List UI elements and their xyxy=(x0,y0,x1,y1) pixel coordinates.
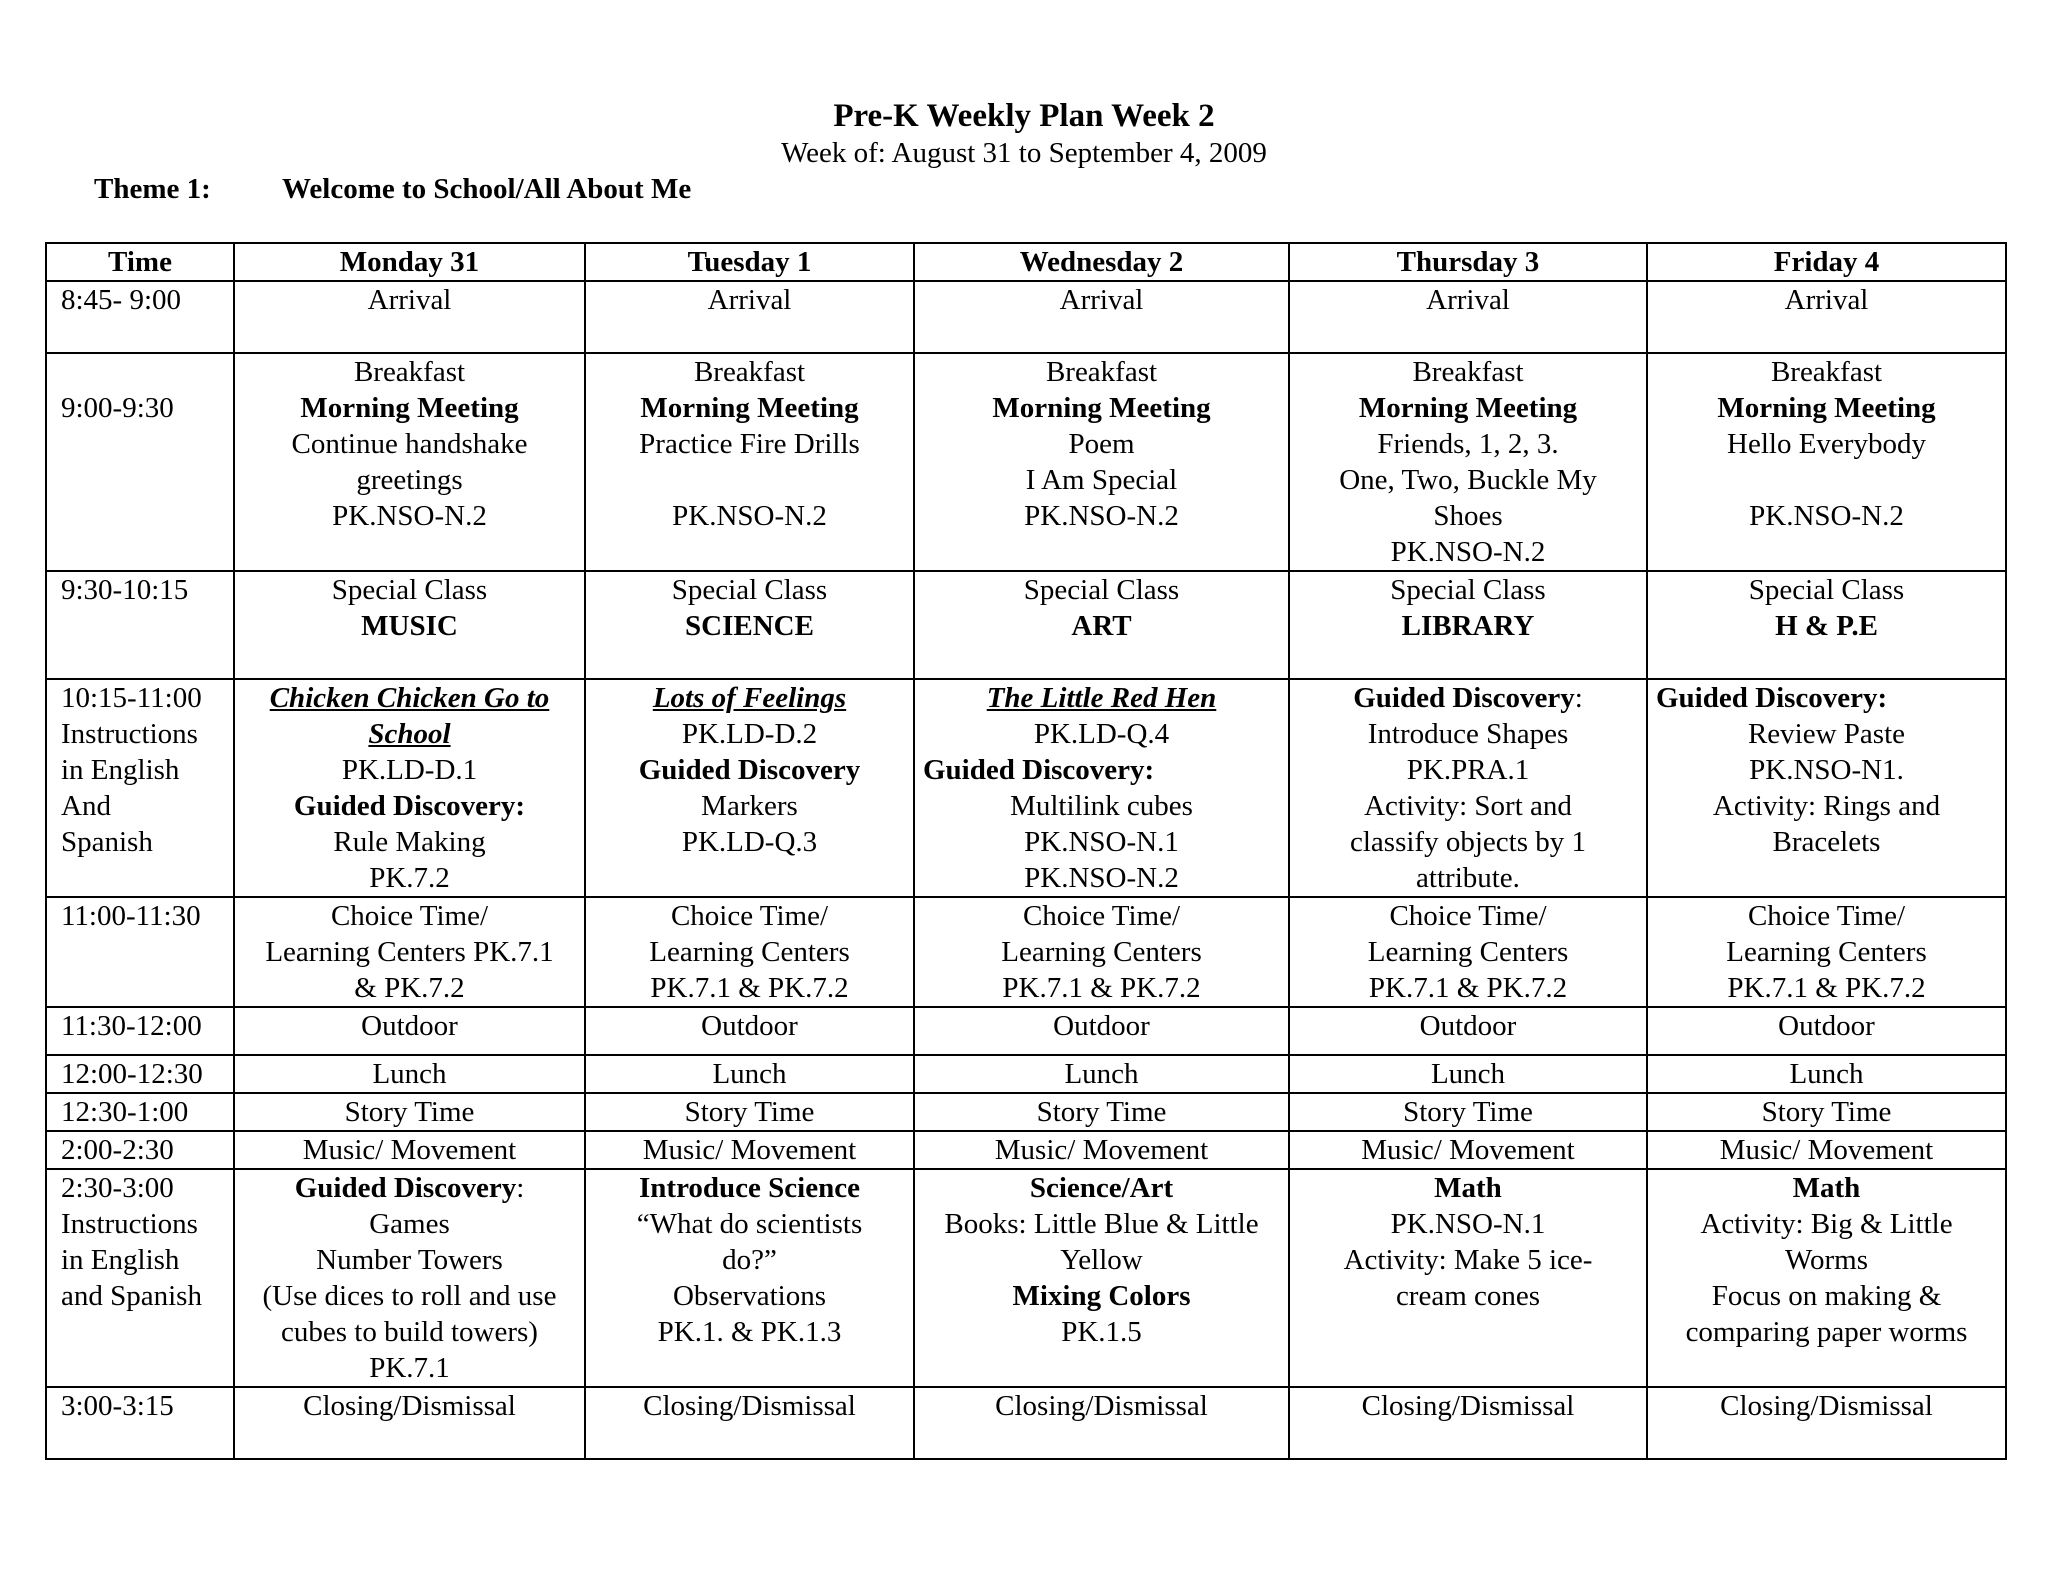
cell-line: Yellow xyxy=(1060,1244,1143,1276)
guided-discovery-heading: Guided Discovery: xyxy=(923,754,1155,786)
cell-line: Poem xyxy=(1068,428,1135,460)
table-cell: Music/ Movement xyxy=(914,1131,1289,1169)
guided-discovery-heading: Guided Discovery xyxy=(638,754,861,786)
time-cell: 11:00-11:30 xyxy=(46,897,234,1007)
cell-line: PK.NSO-N.1 xyxy=(1024,826,1179,858)
morning-meeting-heading: Morning Meeting xyxy=(1358,392,1578,424)
column-header-thursday: Thursday 3 xyxy=(1289,243,1647,281)
table-cell: Closing/Dismissal xyxy=(234,1387,585,1459)
cell-line: Number Towers xyxy=(316,1244,503,1276)
cell-line: Practice Fire Drills xyxy=(639,428,860,460)
table-cell xyxy=(234,1169,585,1387)
table-cell: Music/ Movement xyxy=(234,1131,585,1169)
table-row-outdoor xyxy=(46,1007,2006,1055)
table-cell xyxy=(1289,897,1647,1007)
column-header-time: Time xyxy=(46,243,234,281)
table-cell: Arrival xyxy=(1647,281,2006,353)
cell-line: Learning Centers xyxy=(1001,936,1202,968)
table-cell xyxy=(585,571,914,679)
cell-line: I Am Special xyxy=(1025,464,1178,496)
cell-line: Choice Time/ xyxy=(1747,900,1906,932)
cell-line: PK.PRA.1 xyxy=(1406,754,1530,786)
cell-line: PK.LD-D.1 xyxy=(341,754,478,786)
cell-line: Choice Time/ xyxy=(1389,900,1547,932)
cell-line: PK.NSO-N.2 xyxy=(1024,862,1179,894)
book-title: Lots of Feelings xyxy=(652,682,847,714)
morning-meeting-heading: Morning Meeting xyxy=(640,392,859,424)
activity-heading: Science/Art xyxy=(1029,1172,1174,1204)
table-cell xyxy=(585,353,914,571)
breakfast-text: Breakfast xyxy=(1045,356,1158,388)
cell-line: and Spanish xyxy=(61,1280,202,1312)
table-cell: Music/ Movement xyxy=(1647,1131,2006,1169)
table-cell xyxy=(585,679,914,897)
time-cell: 9:30-10:15 xyxy=(46,571,234,679)
breakfast-text: Breakfast xyxy=(353,356,466,388)
cell-line: PK.7.1 & PK.7.2 xyxy=(650,972,849,1004)
cell-line xyxy=(1298,680,1638,716)
table-row-music-movement xyxy=(46,1131,2006,1169)
cell-line: PK.NSO-N.2 xyxy=(672,500,827,532)
cell-line: Instructions xyxy=(61,1208,198,1240)
cell-line: Choice Time/ xyxy=(670,900,829,932)
cell-line: Choice Time/ xyxy=(1022,900,1181,932)
weekly-plan-table xyxy=(45,242,2007,1460)
cell-line: Friends, 1, 2, 3. xyxy=(1377,428,1559,460)
table-cell xyxy=(234,571,585,679)
cell-line: Hello Everybody xyxy=(1727,428,1926,460)
cell-line: PK.LD-Q.4 xyxy=(1033,718,1170,750)
column-header-friday: Friday 4 xyxy=(1647,243,2006,281)
table-cell: Outdoor xyxy=(914,1007,1289,1055)
page-title: Pre-K Weekly Plan Week 2 xyxy=(833,98,1215,134)
cell-line: PK.1.5 xyxy=(1061,1316,1142,1348)
heading-colon: : xyxy=(516,1172,525,1204)
table-cell xyxy=(585,897,914,1007)
time-cell xyxy=(46,679,234,897)
cell-line: Activity: Make 5 ice- xyxy=(1343,1244,1593,1276)
cell-line: PK.NSO-N1. xyxy=(1749,754,1904,786)
table-cell: Lunch xyxy=(1289,1055,1647,1093)
table-cell: Outdoor xyxy=(1647,1007,2006,1055)
cell-line: do?” xyxy=(722,1244,777,1276)
table-cell: Story Time xyxy=(914,1093,1289,1131)
guided-discovery-heading: Guided Discovery: xyxy=(1656,682,1888,714)
special-class-subject: ART xyxy=(1071,610,1132,642)
cell-line: 10:15-11:00 xyxy=(61,682,202,714)
cell-line: PK.7.1 & PK.7.2 xyxy=(1727,972,1926,1004)
table-cell: Closing/Dismissal xyxy=(1647,1387,2006,1459)
table-cell xyxy=(1289,679,1647,897)
cell-line: Activity: Big & Little xyxy=(1700,1208,1953,1240)
table-cell: Lunch xyxy=(234,1055,585,1093)
book-title: School xyxy=(368,718,451,750)
book-title: Chicken Chicken Go to xyxy=(269,682,550,714)
table-row-instructions xyxy=(46,679,2006,897)
table-cell: Story Time xyxy=(585,1093,914,1131)
mixing-colors-heading: Mixing Colors xyxy=(1012,1280,1191,1312)
cell-line: Activity: Rings and xyxy=(1712,790,1941,822)
activity-heading: Math xyxy=(1434,1172,1502,1204)
cell-line: One, Two, Buckle My xyxy=(1339,464,1597,496)
table-cell xyxy=(234,679,585,897)
table-cell xyxy=(1289,353,1647,571)
special-class-subject: SCIENCE xyxy=(685,610,814,642)
special-class-label: Special Class xyxy=(671,574,828,606)
cell-line: Multilink cubes xyxy=(1010,790,1193,822)
table-cell: Story Time xyxy=(1647,1093,2006,1131)
table-cell xyxy=(914,353,1289,571)
cell-line: Bracelets xyxy=(1772,826,1881,858)
cell-line: cream cones xyxy=(1395,1280,1541,1312)
cell-line: (Use dices to roll and use xyxy=(262,1280,557,1312)
table-row-closing xyxy=(46,1387,2006,1459)
cell-line: PK.LD-D.2 xyxy=(681,718,818,750)
table-cell: Music/ Movement xyxy=(1289,1131,1647,1169)
time-cell xyxy=(46,1169,234,1387)
week-of-subtitle: Week of: August 31 to September 4, 2009 xyxy=(781,137,1267,169)
morning-meeting-heading: Morning Meeting xyxy=(992,392,1211,424)
table-cell: Arrival xyxy=(914,281,1289,353)
table-cell xyxy=(234,897,585,1007)
table-cell xyxy=(1647,679,2006,897)
cell-line: PK.NSO-N.2 xyxy=(1024,500,1179,532)
cell-line: Choice Time/ xyxy=(330,900,489,932)
cell-line: PK.7.2 xyxy=(369,862,450,894)
activity-heading: Introduce Science xyxy=(639,1172,860,1204)
table-cell: Arrival xyxy=(1289,281,1647,353)
time-cell: 2:00-2:30 xyxy=(46,1131,234,1169)
table-cell: Lunch xyxy=(1647,1055,2006,1093)
cell-line: Continue handshake xyxy=(291,428,528,460)
cell-line: Books: Little Blue & Little xyxy=(944,1208,1259,1240)
cell-line: in English xyxy=(61,754,180,786)
table-cell xyxy=(914,1169,1289,1387)
cell-line: in English xyxy=(61,1244,180,1276)
table-cell xyxy=(914,679,1289,897)
table-cell: Story Time xyxy=(1289,1093,1647,1131)
cell-line: Shoes xyxy=(1433,500,1503,532)
cell-line: Learning Centers xyxy=(1367,936,1569,968)
table-cell xyxy=(1647,1169,2006,1387)
table-cell: Outdoor xyxy=(1289,1007,1647,1055)
breakfast-text: Breakfast xyxy=(1412,356,1524,388)
cell-line: comparing paper worms xyxy=(1685,1316,1968,1348)
breakfast-text: Breakfast xyxy=(693,356,806,388)
theme-name: Welcome to School/All About Me xyxy=(282,173,692,205)
table-cell: Closing/Dismissal xyxy=(585,1387,914,1459)
table-cell: Outdoor xyxy=(234,1007,585,1055)
cell-line: classify objects by 1 xyxy=(1350,826,1586,858)
table-cell xyxy=(914,897,1289,1007)
table-row-story-time xyxy=(46,1093,2006,1131)
cell-line: PK.NSO-N.2 xyxy=(1390,536,1546,568)
column-header-monday: Monday 31 xyxy=(234,243,585,281)
cell-line: greetings xyxy=(356,464,463,496)
column-header-tuesday: Tuesday 1 xyxy=(585,243,914,281)
cell-line: Learning Centers xyxy=(1726,936,1927,968)
cell-line: PK.7.1 xyxy=(369,1352,450,1384)
cell-line: Observations xyxy=(672,1280,827,1312)
theme-line xyxy=(94,172,692,206)
table-row-lunch xyxy=(46,1055,2006,1093)
cell-line: PK.7.1 & PK.7.2 xyxy=(1368,972,1568,1004)
table-cell: Outdoor xyxy=(585,1007,914,1055)
cell-line: PK.LD-Q.3 xyxy=(681,826,818,858)
special-class-label: Special Class xyxy=(1748,574,1905,606)
table-cell: Lunch xyxy=(914,1055,1289,1093)
morning-meeting-heading: Morning Meeting xyxy=(300,392,519,424)
cell-line: Instructions xyxy=(61,718,198,750)
cell-line: Learning Centers xyxy=(649,936,850,968)
time-cell: 9:00-9:30 xyxy=(46,353,234,571)
table-cell: Music/ Movement xyxy=(585,1131,914,1169)
table-row-morning xyxy=(46,353,2006,571)
table-cell: Closing/Dismissal xyxy=(914,1387,1289,1459)
table-row-afternoon-instructions xyxy=(46,1169,2006,1387)
guided-discovery-heading: Guided Discovery xyxy=(1353,682,1575,714)
cell-line xyxy=(594,462,905,498)
cell-line: PK.1. & PK.1.3 xyxy=(657,1316,842,1348)
table-cell xyxy=(1647,571,2006,679)
table-header-row xyxy=(46,243,2006,281)
time-cell: 11:30-12:00 xyxy=(46,1007,234,1055)
special-class-label: Special Class xyxy=(1390,574,1546,606)
table-cell: Arrival xyxy=(234,281,585,353)
cell-line: cubes to build towers) xyxy=(281,1316,538,1348)
table-cell xyxy=(1289,571,1647,679)
cell-line xyxy=(1656,462,1997,498)
cell-line: Rule Making xyxy=(333,826,486,858)
special-class-label: Special Class xyxy=(331,574,488,606)
cell-line: Learning Centers PK.7.1 xyxy=(265,936,554,968)
table-cell xyxy=(1647,897,2006,1007)
heading-colon: : xyxy=(1574,682,1583,714)
time-cell: 12:00-12:30 xyxy=(46,1055,234,1093)
morning-meeting-heading: Morning Meeting xyxy=(1717,392,1936,424)
time-cell: 3:00-3:15 xyxy=(46,1387,234,1459)
cell-line: Focus on making & xyxy=(1711,1280,1942,1312)
cell-line: Review Paste xyxy=(1747,718,1906,750)
guided-discovery-heading: Guided Discovery: xyxy=(293,790,526,822)
cell-line: PK.NSO-N.2 xyxy=(332,500,487,532)
cell-line: Introduce Shapes xyxy=(1367,718,1569,750)
cell-line: “What do scientists xyxy=(636,1208,863,1240)
table-cell xyxy=(914,571,1289,679)
theme-label: Theme 1: xyxy=(94,173,211,205)
cell-line: Games xyxy=(369,1208,450,1240)
breakfast-text: Breakfast xyxy=(1770,356,1883,388)
cell-line: PK.NSO-N.2 xyxy=(1749,500,1904,532)
table-row-special-class xyxy=(46,571,2006,679)
special-class-subject: H & P.E xyxy=(1775,610,1878,642)
cell-line: PK.NSO-N.1 xyxy=(1390,1208,1546,1240)
special-class-subject: MUSIC xyxy=(361,610,458,642)
guided-discovery-heading: Guided Discovery xyxy=(294,1172,517,1204)
table-cell: Lunch xyxy=(585,1055,914,1093)
cell-line: & PK.7.2 xyxy=(354,972,465,1004)
cell-line: Spanish xyxy=(61,826,153,858)
activity-heading: Math xyxy=(1792,1172,1861,1204)
time-cell: 12:30-1:00 xyxy=(46,1093,234,1131)
time-cell: 8:45- 9:00 xyxy=(46,281,234,353)
book-title: The Little Red Hen xyxy=(986,682,1217,714)
cell-line: 2:30-3:00 xyxy=(61,1172,174,1204)
table-cell xyxy=(1289,1169,1647,1387)
cell-line xyxy=(243,1170,576,1206)
cell-line: Activity: Sort and xyxy=(1364,790,1572,822)
table-cell xyxy=(1647,353,2006,571)
table-cell: Arrival xyxy=(585,281,914,353)
cell-line: Worms xyxy=(1784,1244,1869,1276)
cell-line: PK.7.1 & PK.7.2 xyxy=(1002,972,1201,1004)
table-cell xyxy=(234,353,585,571)
table-cell: Closing/Dismissal xyxy=(1289,1387,1647,1459)
cell-line: Markers xyxy=(701,790,798,822)
cell-line: And xyxy=(61,790,111,822)
table-cell xyxy=(585,1169,914,1387)
cell-line: attribute. xyxy=(1416,862,1520,894)
table-row-choice-time xyxy=(46,897,2006,1007)
table-cell: Story Time xyxy=(234,1093,585,1131)
column-header-wednesday: Wednesday 2 xyxy=(914,243,1289,281)
special-class-subject: LIBRARY xyxy=(1401,610,1535,642)
table-row-arrival xyxy=(46,281,2006,353)
special-class-label: Special Class xyxy=(1023,574,1180,606)
